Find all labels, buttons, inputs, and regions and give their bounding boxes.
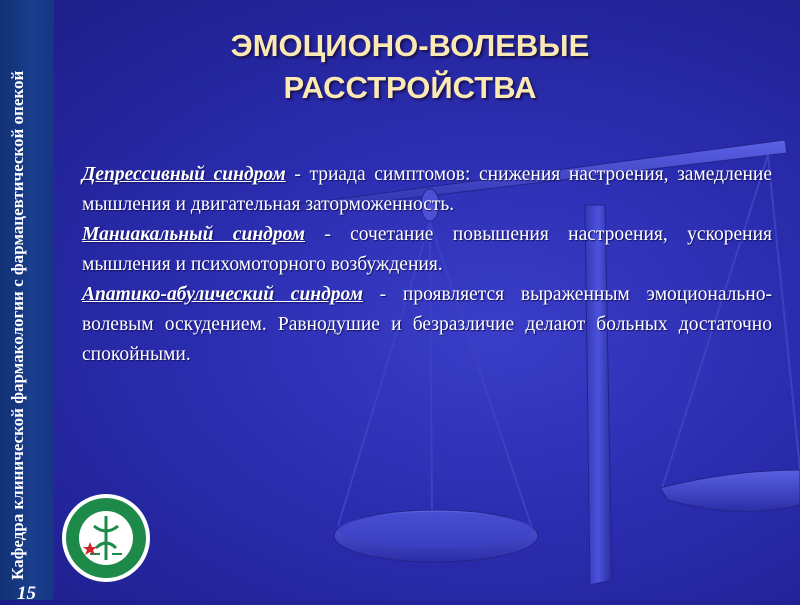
dash-separator: - <box>285 164 301 185</box>
definition-text: триада симптомов: снижения настроения, замедление мышления и двигательная заторможенность. <box>82 164 772 215</box>
title-line-2: РАССТРОЙСТВА <box>283 70 537 105</box>
department-caption: Кафедра клинической фармакологии с фармацевтической опекой <box>8 70 27 580</box>
term-label: Депрессивный синдром <box>82 164 286 185</box>
slide-number: 15 <box>17 583 36 604</box>
right-scale-pan <box>660 470 800 511</box>
term-label: Маниакальный синдром <box>82 224 305 245</box>
dash-separator: - <box>304 224 331 245</box>
slide-title <box>90 25 730 109</box>
term-label: Апатико-абулический синдром <box>82 284 363 305</box>
paragraph-manic <box>82 220 772 280</box>
university-emblem-logo <box>60 492 152 584</box>
title-line-1: ЭМОЦИОНО-ВОЛЕВЫЕ <box>230 28 590 63</box>
dash-separator: - <box>362 284 387 305</box>
paragraph-depressive <box>82 160 772 220</box>
definition-text: сочетание повышения настроения, ускорения мышления и психомоторного возбуждения. <box>82 224 772 275</box>
paragraph-apathetic-abulic <box>82 280 772 370</box>
definition-text: проявляется выраженным эмоционально-волевым оскудением. Равнодушие и безразличие делают больных достаточно спокойными. <box>82 284 772 365</box>
slide-body <box>82 160 772 370</box>
